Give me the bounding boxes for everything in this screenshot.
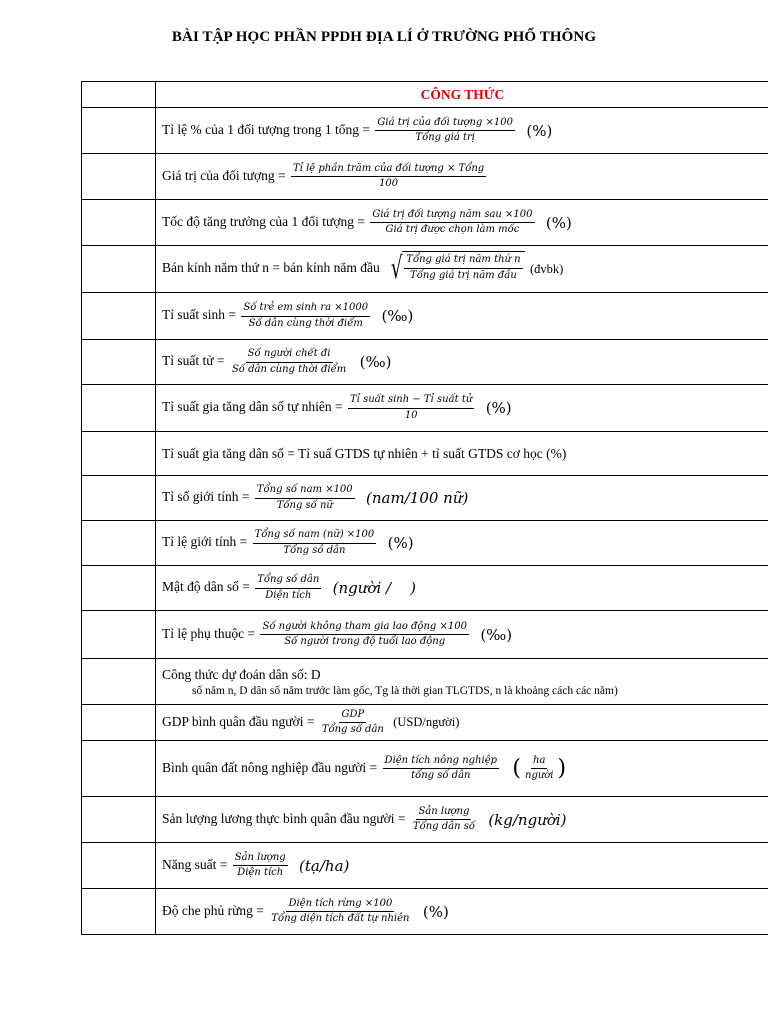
- numerator: Số trẻ em sinh ra ×1000: [241, 302, 370, 317]
- denominator: Tổng sồ dân: [283, 544, 346, 556]
- numerator: Tổng giá trị năm thứ n: [404, 254, 522, 269]
- square-root: [387, 251, 524, 287]
- table-row: [82, 705, 768, 741]
- formula-cell: [156, 200, 768, 246]
- unit: (‰): [359, 353, 392, 371]
- table-row: [82, 340, 768, 385]
- fraction: [241, 302, 370, 330]
- table-row: [82, 476, 768, 521]
- numerator: Tổng số nam ×100: [255, 484, 355, 499]
- numerator: Sản lượng: [416, 806, 471, 821]
- formula-label: Sản lượng lương thực bình quân đầu người =: [162, 810, 406, 826]
- document-title: BÀI TẬP HỌC PHẦN PPDH ĐỊA LÍ Ở TRƯỜNG PHỔ THÔNG: [171, 29, 597, 45]
- table-row: [82, 154, 768, 200]
- fraction: [348, 394, 474, 422]
- unit: (USD/người): [393, 715, 460, 729]
- unit: (tạ/ha): [299, 856, 350, 875]
- unit: (%): [485, 399, 512, 417]
- table-row: [82, 566, 768, 611]
- table-row: [82, 843, 768, 889]
- denominator: Tổng diện tích đất tự nhiên: [271, 913, 410, 924]
- table-row: [82, 108, 768, 154]
- fraction: [291, 163, 486, 191]
- numerator: Giá trị của đối tượng ×100: [375, 117, 515, 132]
- formula-cell: [156, 246, 768, 293]
- empty-cell: [82, 293, 156, 340]
- table-row: [82, 889, 768, 935]
- fraction: [404, 254, 522, 282]
- formula-label: Bình quân đất nông nghiệp đầu người =: [162, 759, 378, 775]
- numerator: Tỉ lệ phần trăm của đối tượng × Tổng: [291, 163, 486, 178]
- denominator: Tổng số dân: [321, 724, 384, 735]
- table-row: [82, 741, 768, 797]
- formula-label: Tỉ lệ % của 1 đối tượng trong 1 tổng =: [162, 121, 371, 137]
- empty-cell: [82, 432, 156, 476]
- formula-label: Tỉ suất sinh =: [162, 307, 236, 323]
- formula-cell: [156, 476, 768, 521]
- table-row: [82, 797, 768, 843]
- table-header: CÔNG THỨC: [156, 82, 768, 108]
- empty-cell: [82, 659, 156, 705]
- denominator: Diện tích: [237, 867, 284, 878]
- numerator: Diện tích nông nghiệp: [383, 755, 499, 770]
- numerator: Giá trị đối tượng năm sau ×100: [370, 209, 534, 224]
- formula-label: Tỉ lệ phụ thuộc =: [162, 625, 256, 641]
- denominator: Tổng số nữ: [276, 499, 333, 511]
- numerator: ha: [531, 755, 547, 770]
- empty-cell: [82, 340, 156, 385]
- radical-sign: √: [390, 251, 403, 286]
- formula-label: Tỉ suất tử =: [162, 353, 225, 369]
- formula-label: Tỉ số giới tính =: [162, 489, 250, 505]
- empty-cell: [82, 108, 156, 154]
- empty-cell: [82, 705, 156, 741]
- numerator: Tỉ suất sinh − Tỉ suất tử: [348, 394, 474, 409]
- empty-cell: [82, 566, 156, 611]
- numerator: Tổng số nam (nữ) ×100: [253, 529, 377, 544]
- formula-cell: [156, 889, 768, 935]
- numerator: GDP: [339, 709, 366, 724]
- empty-cell: [82, 200, 156, 246]
- formula-label: Bán kính năm thứ n = bán kính năm đầu: [162, 260, 380, 276]
- denominator: Số dân cùng thời điểm: [248, 317, 363, 329]
- formula-cell: [156, 797, 768, 843]
- unit: (người / ): [332, 579, 417, 597]
- fraction: [320, 709, 386, 737]
- denominator: Tổng dân số: [412, 821, 475, 832]
- numerator: Số người chết đi: [246, 348, 333, 363]
- empty-cell: [82, 611, 156, 659]
- unit: (%): [526, 121, 553, 140]
- denominator: Tổng giá trị năm đầu: [410, 269, 517, 281]
- denominator: Số người trong độ tuổi lao động: [284, 636, 446, 647]
- fraction: [260, 621, 468, 649]
- formula-label: Tỉ lệ giới tính =: [162, 534, 248, 550]
- fraction: [383, 755, 499, 783]
- fraction: [269, 898, 411, 926]
- formula-table: [81, 81, 768, 935]
- formula-label: Tỉ suất gia tăng dân số tự nhiên =: [162, 399, 343, 415]
- unit: (đvbk): [529, 261, 564, 276]
- empty-cell: [82, 82, 156, 108]
- table-row: [82, 521, 768, 566]
- fraction: [370, 209, 534, 237]
- formula-label: Năng suất =: [162, 856, 228, 872]
- empty-cell: [82, 385, 156, 432]
- table-header-row: [82, 82, 768, 108]
- formula-cell: [156, 705, 768, 741]
- denominator: Giá trị được chọn làm mốc: [385, 224, 520, 235]
- unit: (%): [545, 213, 572, 232]
- empty-cell: [82, 246, 156, 293]
- denominator: Số dân cùng thời điểm: [231, 363, 347, 375]
- formula-cell: [156, 432, 768, 476]
- formula-cell: [156, 843, 768, 889]
- denominator: người: [525, 770, 554, 781]
- formula-cell: [156, 659, 768, 705]
- fraction: [255, 484, 355, 512]
- denominator: Diện tích: [265, 589, 312, 601]
- formula-cell: [156, 154, 768, 200]
- fraction: [255, 574, 321, 602]
- formula-label: GDP bình quân đầu người =: [162, 713, 315, 729]
- empty-cell: [82, 476, 156, 521]
- formula-cell: [156, 741, 768, 797]
- denominator: 10: [404, 409, 418, 421]
- unit: (kg/người): [488, 810, 567, 829]
- table-row: [82, 659, 768, 705]
- table-row: [82, 246, 768, 293]
- fraction: [230, 348, 348, 376]
- empty-cell: [82, 154, 156, 200]
- unit: (‰): [381, 307, 414, 325]
- formula-cell: [156, 566, 768, 611]
- denominator: 100: [379, 178, 399, 189]
- unit: (%): [422, 902, 449, 921]
- denominator: Tổng giá trị: [415, 132, 475, 143]
- formula-note: số năm n, D dân số năm trước làm gốc, Tg là thời gian TLGTDS, n là khoảng cách các năm): [192, 684, 618, 697]
- formula-label: Tốc độ tăng trưởng của 1 đối tượng =: [162, 213, 365, 229]
- fraction: [233, 852, 288, 880]
- empty-cell: [82, 843, 156, 889]
- formula-label: Độ che phủ rừng =: [162, 902, 264, 918]
- formula-label: Tỉ suất gia tăng dân số = Tỉ suấ GTDS tự nhiên + tỉ suất GTDS cơ học (%): [162, 445, 567, 461]
- empty-cell: [82, 797, 156, 843]
- fraction: [375, 117, 515, 145]
- fraction: [411, 806, 477, 834]
- formula-label: Công thức dự đoán dân số: D: [162, 666, 321, 682]
- numerator: Sản lượng: [233, 852, 288, 867]
- denominator: tổng số dân: [411, 770, 471, 781]
- table-row: [82, 385, 768, 432]
- table-row: [82, 611, 768, 659]
- unit: (nam/100 nữ): [366, 489, 469, 507]
- unit: (%): [387, 534, 414, 552]
- fraction: [523, 755, 556, 783]
- empty-cell: [82, 521, 156, 566]
- table-row: [82, 293, 768, 340]
- numerator: Diện tích rừng ×100: [286, 898, 394, 913]
- empty-cell: [82, 741, 156, 797]
- unit-fraction: ( $\frac{ha}{\text{người}}$ ): [512, 754, 567, 781]
- numerator: Tổng số dân: [255, 574, 321, 589]
- numerator: Số người không tham gia lao động ×100: [260, 621, 468, 636]
- formula-label: Mật độ dân số =: [162, 579, 250, 595]
- fraction: [253, 529, 377, 557]
- formula-cell: [156, 611, 768, 659]
- formula-cell: [156, 521, 768, 566]
- unit: (‰): [480, 625, 513, 644]
- formula-label: Giá trị của đối tượng =: [162, 167, 286, 183]
- formula-cell: [156, 108, 768, 154]
- empty-cell: [82, 889, 156, 935]
- radicand: [402, 251, 524, 287]
- formula-cell: [156, 293, 768, 340]
- table-row: [82, 432, 768, 476]
- formula-cell: [156, 340, 768, 385]
- formula-cell: [156, 385, 768, 432]
- table-row: [82, 200, 768, 246]
